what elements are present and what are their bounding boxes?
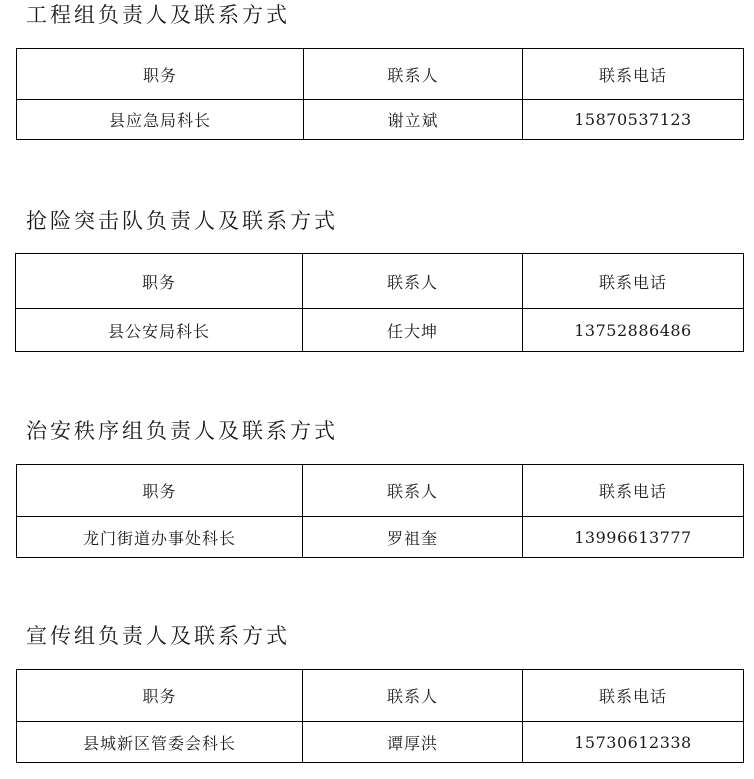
- section-title: 宣传组负责人及联系方式: [26, 624, 290, 648]
- cell-contact-person: 谭厚洪: [303, 722, 523, 763]
- cell-contact-person: 任大坤: [303, 309, 523, 352]
- cell-position: 县公安局科长: [16, 309, 303, 352]
- header-phone: 联系电话: [523, 49, 744, 100]
- cell-phone: 13752886486: [523, 309, 744, 352]
- cell-contact-person: 谢立斌: [304, 100, 523, 140]
- header-position: 职务: [17, 465, 303, 517]
- table-header-row: [17, 465, 744, 517]
- header-position: 职务: [17, 49, 304, 100]
- contact-table: [15, 253, 744, 352]
- section-title: 治安秩序组负责人及联系方式: [26, 419, 338, 443]
- header-phone: 联系电话: [523, 254, 744, 309]
- section-title: 工程组负责人及联系方式: [26, 3, 290, 27]
- header-phone: 联系电话: [523, 670, 744, 722]
- cell-phone: 13996613777: [523, 517, 744, 558]
- table-header-row: [16, 254, 744, 309]
- cell-contact-person: 罗祖奎: [303, 517, 523, 558]
- contact-table: [16, 464, 744, 558]
- section-title: 抢险突击队负责人及联系方式: [26, 209, 338, 233]
- header-contact-person: 联系人: [303, 254, 523, 309]
- header-phone: 联系电话: [523, 465, 744, 517]
- cell-position: 龙门街道办事处科长: [17, 517, 303, 558]
- table-row: [17, 100, 744, 140]
- header-contact-person: 联系人: [304, 49, 523, 100]
- cell-phone: 15730612338: [523, 722, 744, 763]
- contact-table: [16, 48, 744, 140]
- table-header-row: [17, 670, 744, 722]
- cell-position: 县应急局科长: [17, 100, 304, 140]
- header-contact-person: 联系人: [303, 465, 523, 517]
- header-position: 职务: [17, 670, 303, 722]
- table-header-row: [17, 49, 744, 100]
- header-contact-person: 联系人: [303, 670, 523, 722]
- cell-phone: 15870537123: [523, 100, 744, 140]
- table-row: [16, 309, 744, 352]
- cell-position: 县城新区管委会科长: [17, 722, 303, 763]
- header-position: 职务: [16, 254, 303, 309]
- contact-table: [16, 669, 744, 763]
- table-row: [17, 722, 744, 763]
- table-row: [17, 517, 744, 558]
